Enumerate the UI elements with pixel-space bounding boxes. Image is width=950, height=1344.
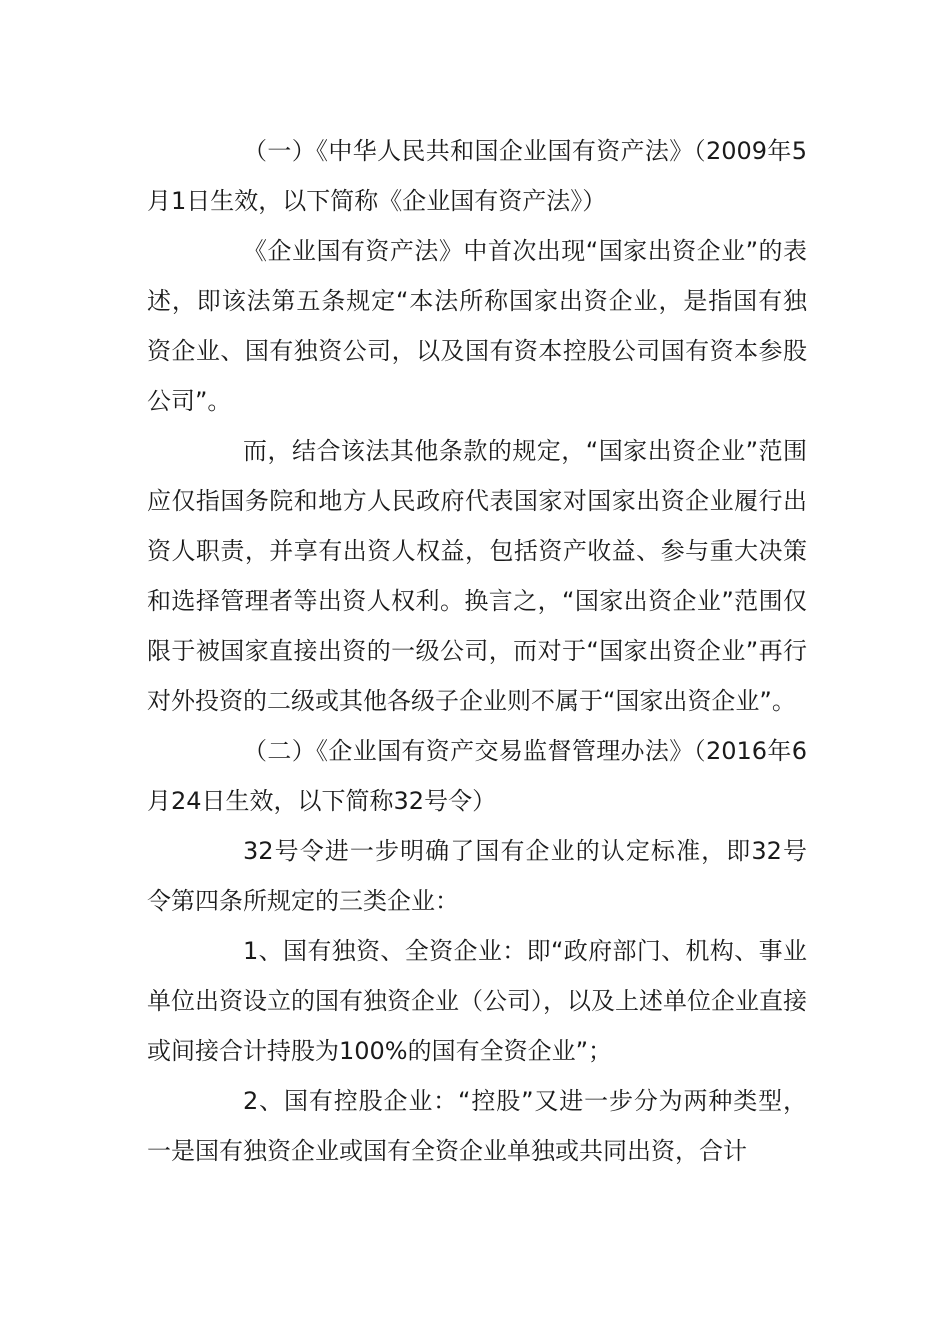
- paragraph-definition: 《企业国有资产法》中首次出现“国家出资企业”的表述，即该法第五条规定“本法所称国家出资企业，是指国有独资企业、国有独资公司，以及国有资本控股公司国有资本参股公司”。: [147, 237, 807, 415]
- paragraph-law-title-2: （二）《企业国有资产交易监督管理办法》（2016年6月24日生效，以下简称32号令）: [147, 737, 807, 815]
- paragraph-item-1: 1、国有独资、全资企业：即“政府部门、机构、事业单位出资设立的国有独资企业（公司），以及上述单位企业直接或间接合计持股为100%的国有全资企业”；: [147, 937, 807, 1065]
- document-body: [147, 126, 807, 1176]
- paragraph-law-title-1: （一）《中华人民共和国企业国有资产法》（2009年5月1日生效，以下简称《企业国有资产法》）: [147, 137, 807, 215]
- paragraph-standard: 32号令进一步明确了国有企业的认定标准，即32号令第四条所规定的三类企业：: [147, 837, 807, 915]
- paragraph-scope: 而，结合该法其他条款的规定，“国家出资企业”范围应仅指国务院和地方人民政府代表国家对国家出资企业履行出资人职责，并享有出资人权益，包括资产收益、参与重大决策和选择管理者等出资人权利。换言之，“国家出资企业”范围仅限于被国家直接出资的一级公司，而对于“国家出资企业”再行对外投资的二级或其他各级子企业则不属于“国家出资企业”。: [147, 437, 807, 715]
- paragraph-item-2: 2、国有控股企业：“控股”又进一步分为两种类型，一是国有独资企业或国有全资企业单独或共同出资，合计: [147, 1087, 807, 1165]
